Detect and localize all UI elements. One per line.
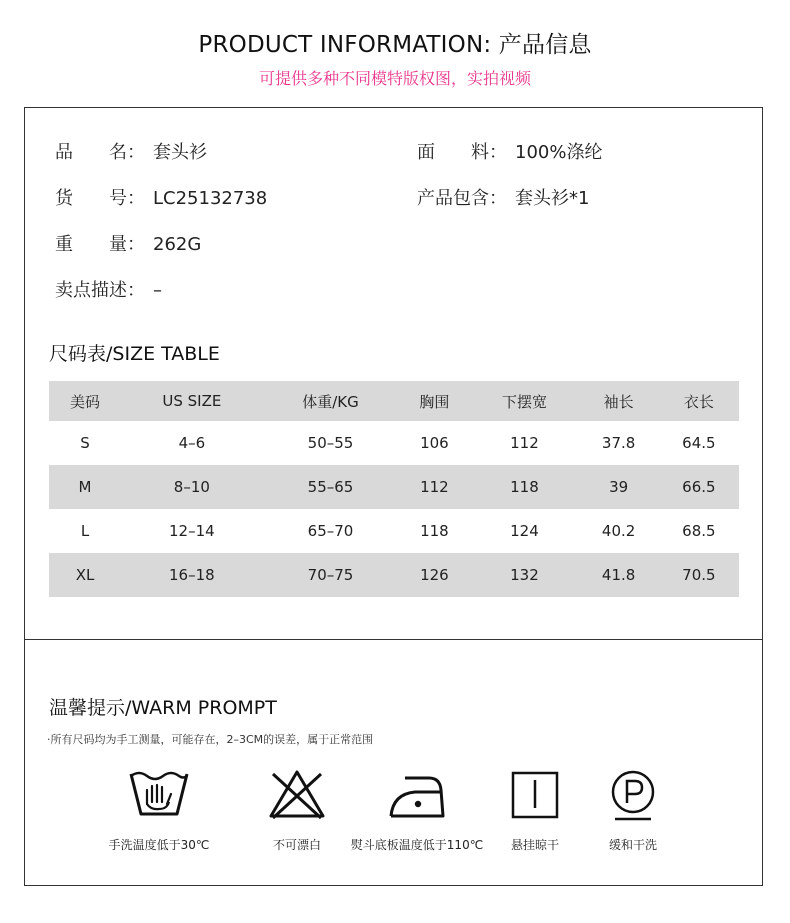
table-cell: 126	[420, 566, 449, 584]
table-cell: 39	[609, 478, 629, 496]
table-cell: 16–18	[169, 566, 215, 584]
table-cell: 68.5	[682, 522, 716, 540]
care-label: 悬挂晾干	[510, 838, 559, 852]
table-cell: 64.5	[682, 434, 716, 452]
product-name-row	[55, 138, 207, 164]
table-cell: 65–70	[307, 522, 354, 540]
table-cell: S	[80, 434, 90, 452]
table-cell: 118	[510, 478, 539, 496]
do-not-bleach-icon	[265, 768, 329, 822]
size-table-header-row	[49, 381, 739, 421]
product-name-value: 套头衫	[153, 142, 207, 163]
page-title: PRODUCT INFORMATION: 产品信息	[198, 32, 592, 58]
contents-label: 产品包含：	[417, 188, 507, 209]
warm-prompt-note: ·所有尺码均为手工测量，可能存在，2–3CM的误差，属于正常范围	[47, 733, 374, 746]
table-cell: L	[80, 522, 90, 540]
table-cell: 112	[420, 478, 449, 496]
selling-points-value: –	[153, 280, 162, 301]
table-cell: 8–10	[173, 478, 210, 496]
table-cell: 106	[420, 434, 449, 452]
header-hem: 下摆宽	[501, 392, 547, 411]
table-cell: 112	[510, 434, 539, 452]
care-item-no-bleach	[227, 768, 367, 853]
table-cell: 132	[510, 566, 539, 584]
size-table	[49, 381, 739, 597]
header-us-size-cn: 美码	[70, 392, 101, 411]
care-label: 手洗温度低于30℃	[108, 838, 210, 852]
table-cell: 55–65	[307, 478, 354, 496]
table-cell: 50–55	[307, 434, 354, 452]
table-cell: 66.5	[682, 478, 716, 496]
table-cell: 12–14	[169, 522, 215, 540]
contents-value: 套头衫*1	[515, 188, 590, 209]
fabric-label: 面 料：	[417, 142, 507, 163]
header-us-size: US SIZE	[162, 392, 222, 410]
selling-points-row	[55, 276, 162, 302]
contents-row	[417, 184, 589, 210]
line-dry-icon	[503, 768, 567, 822]
header-weight: 体重/KG	[302, 392, 359, 411]
table-cell: 124	[510, 522, 539, 540]
table-cell: 70–75	[307, 566, 354, 584]
table-row	[49, 465, 739, 509]
hand-wash-icon	[127, 768, 191, 822]
fabric-value: 100%涤纶	[515, 142, 603, 163]
care-item-hand-wash	[89, 768, 229, 853]
table-cell: 118	[420, 522, 449, 540]
info-frame	[24, 107, 763, 886]
weight-value: 262G	[153, 234, 202, 255]
item-no-label: 货 号：	[55, 188, 145, 209]
fabric-row	[417, 138, 602, 164]
warm-prompt-title: 温馨提示/WARM PROMPT	[49, 697, 277, 719]
header-length: 衣长	[683, 392, 714, 411]
table-row	[49, 509, 739, 553]
table-cell: M	[78, 478, 92, 496]
care-label: 缓和干洗	[608, 838, 657, 852]
table-cell: 41.8	[601, 566, 636, 584]
table-cell: 37.8	[601, 434, 636, 452]
header-sleeve: 袖长	[603, 392, 634, 411]
dry-clean-p-icon	[601, 768, 665, 822]
iron-low-temp-icon	[385, 768, 449, 822]
table-cell: 4–6	[178, 434, 206, 452]
size-table-title: 尺码表/SIZE TABLE	[49, 343, 220, 365]
table-cell: 40.2	[601, 522, 636, 540]
page-subtitle: 可提供多种不同模特版权图，实拍视频	[258, 69, 531, 88]
item-no-value: LC25132738	[153, 188, 268, 209]
item-no-row	[55, 184, 267, 210]
weight-label: 重 量：	[55, 234, 145, 255]
selling-points-label: 卖点描述：	[55, 280, 145, 301]
product-name-label: 品 名：	[55, 142, 145, 163]
care-item-dry-clean	[563, 768, 703, 853]
table-row	[49, 421, 739, 465]
section-divider	[25, 639, 762, 640]
care-label: 熨斗底板温度低于110℃	[350, 838, 484, 852]
care-label: 不可漂白	[272, 838, 321, 852]
table-row	[49, 553, 739, 597]
weight-row	[55, 230, 201, 256]
header-chest: 胸围	[419, 392, 450, 411]
table-cell: XL	[75, 566, 95, 584]
table-cell: 70.5	[682, 566, 716, 584]
